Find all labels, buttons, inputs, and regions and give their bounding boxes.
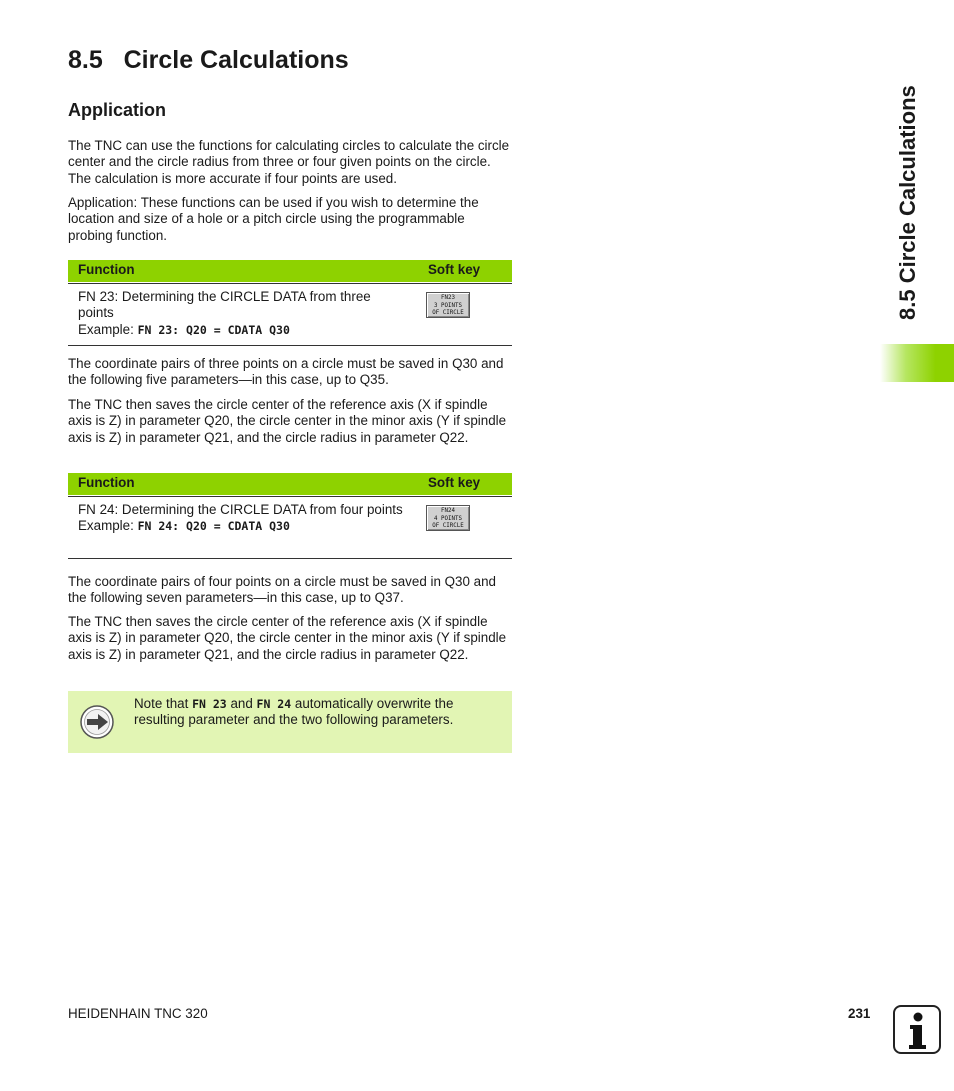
paragraph-intro: The TNC can use the functions for calculating circles to calculate the circle center and the circle radius from three or four given points on the circle. The calculation is more accurate if four points are used. [68,138,510,186]
note-box [68,691,512,753]
note-and: and [230,696,253,711]
softkey-line: 3 POINTS [434,302,462,309]
header-softkey: Soft key [428,475,481,490]
softkey-line: FN24 [441,508,455,514]
section-number: 8.5 [68,46,103,74]
paragraph-results-1: The TNC then saves the circle center of the reference axis (X if spindle axis is Z) in parameter Q20, the circle center in the minor axis (Y if spindle axis is Z) in parameter Q21, and the circle radius in parameter Q22. [68,397,507,445]
note-prefix: Note that [134,696,189,711]
softkey-line: OF CIRCLE [432,523,464,530]
example-label: Example: [78,321,134,337]
table-row [68,496,512,559]
paragraph-three-points: The coordinate pairs of three points on a circle must be saved in Q30 and the following five parameters—in this case, up to Q35. [68,356,504,388]
info-icon [893,1005,941,1054]
paragraph-results-2: The TNC then saves the circle center of the reference axis (X if spindle axis is Z) in parameter Q20, the circle center in the minor axis (Y if spindle axis is Z) in parameter Q21, and the circle radius in parameter Q22. [68,614,507,662]
note-code-fn24: FN 24 [256,697,292,711]
paragraph-four-points: The coordinate pairs of four points on a circle must be saved in Q30 and the following seven parameters—in this case, up to Q37. [68,574,496,606]
table-row [68,283,512,346]
side-chapter-title: 8.5 Circle Calculations [895,85,920,320]
softkey-fn24-4-points-of-circle[interactable] [426,505,470,531]
example-label: Example: [78,518,134,534]
softkey-line: OF CIRCLE [432,310,464,317]
note-text [134,696,504,729]
softkey-fn23-3-points-of-circle[interactable] [426,292,470,318]
page-number: 231 [848,1006,871,1021]
function-description [78,502,408,535]
function-table-fn23 [68,260,512,346]
softkey-line: FN23 [441,295,455,301]
example-line [78,322,408,338]
table-header [68,260,512,282]
function-description [78,289,408,338]
example-line [78,518,408,534]
arrow-right-icon [80,705,118,748]
subheading: Application [68,100,166,120]
example-code: FN 24: Q20 = CDATA Q30 [137,519,290,534]
function-table-fn24 [68,473,512,559]
table-header [68,473,512,495]
function-text: FN 23: Determining the CIRCLE DATA from three points [78,289,371,321]
chapter-tab [880,344,954,382]
paragraph-application: Application: These functions can be used if you wish to determine the location and size of a hole or a pitch circle using the programmable probing function. [68,195,479,243]
section-heading [68,46,349,75]
header-function: Function [78,262,135,277]
function-text: FN 24: Determining the CIRCLE DATA from four points [78,502,403,517]
note-code-fn23: FN 23 [192,697,227,711]
note-suffix: automatically overwrite the resulting parameter and the two following parameters. [134,696,454,728]
header-softkey: Soft key [428,262,481,277]
example-code: FN 23: Q20 = CDATA Q30 [137,322,290,337]
section-title: Circle Calculations [123,46,349,74]
softkey-line: 4 POINTS [434,515,462,522]
header-function: Function [78,475,135,490]
footer-product: HEIDENHAIN TNC 320 [68,1006,208,1021]
